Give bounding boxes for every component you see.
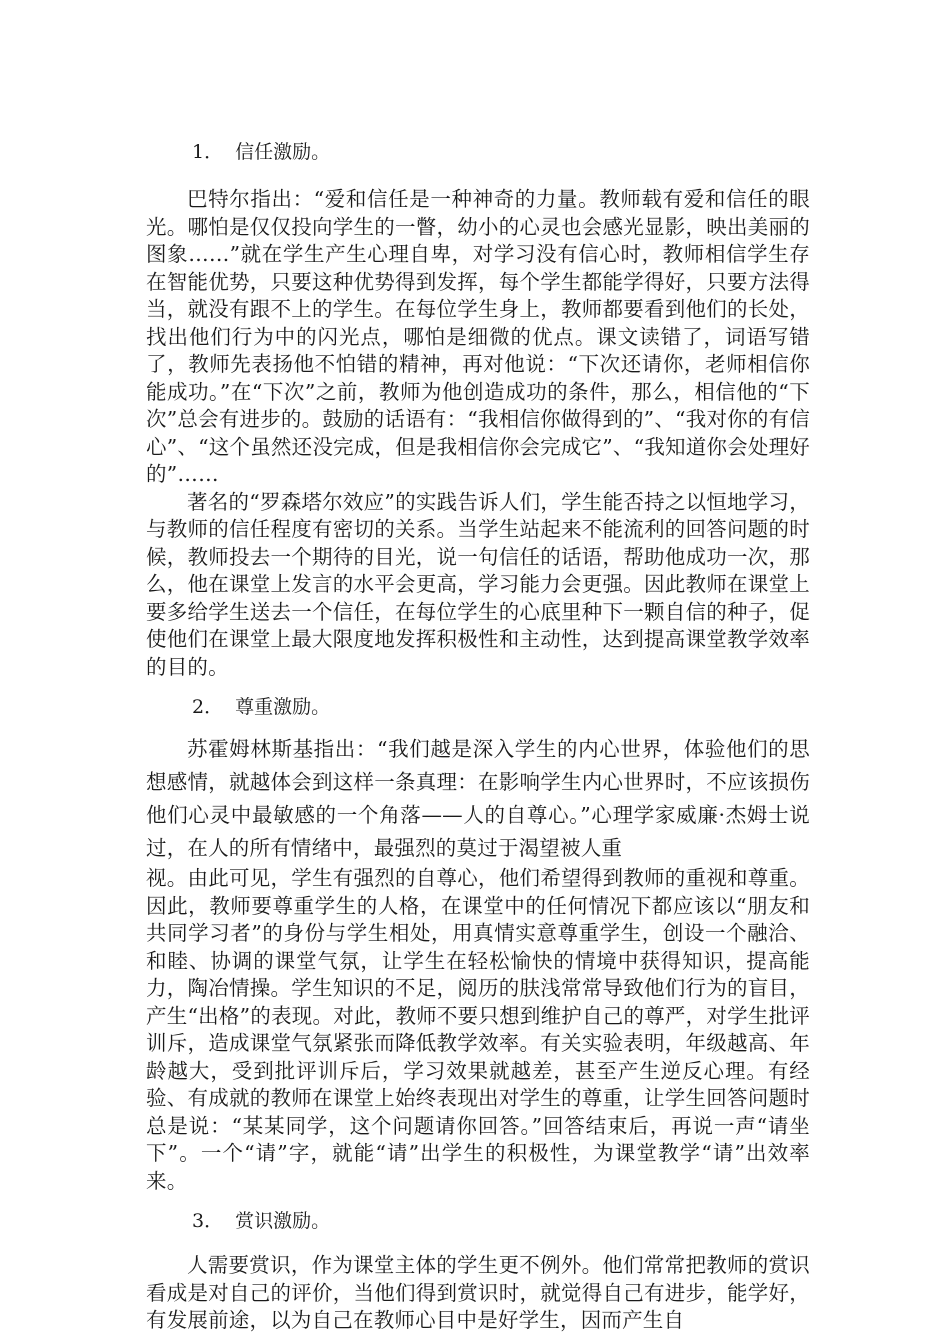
paragraph-trust-2: 著名的“罗森塔尔效应”的实践告诉人们，学生能否持之以恒地学习，与教师的信任程度有密切的关系。当学生站起来不能流利的回答问题的时候，教师投去一个期待的目光，说一句信任的话语，帮助他成功一次，那么，他在课堂上发言的水平会更高，学习能力会更强。因此教师在课堂上要多给学生送去一个信任，在每位学生的心底里种下一颗自信的种子，促使他们在课堂上最大限度地发挥积极性和主动性，达到提高课堂教学效率的目的。	[146, 489, 810, 679]
paragraph-respect-1: 苏霍姆林斯基指出：“我们越是深入学生的内心世界，体验他们的思想感情，就越体会到这样一条真理：在影响学生内心世界时，不应该损伤他们心灵中最敏感的一个角落——人的自尊心。”心理学家威廉·杰姆士说过，在人的所有情绪中，最强烈的莫过于渴望被人重	[146, 737, 810, 860]
section-heading-appreciation: 3． 赏识激励。	[192, 1210, 331, 1232]
section-heading-trust: 1． 信任激励。	[192, 141, 331, 163]
paragraph-respect-2: 视。由此可见，学生有强烈的自尊心，他们希望得到教师的重视和尊重。因此，教师要尊重学生的人格，在课堂中的任何情况下都应该以“朋友和共同学习者”的身份与学生相处，用真情实意尊重学生，创设一个融洽、和睦、协调的课堂气氛，让学生在轻松愉快的情境中获得知识，提高能力，陶冶情操。学生知识的不足，阅历的肤浅常常导致他们行为的盲目，产生“出格”的表现。对此，教师不要只想到维护自己的尊严，对学生批评训斥，造成课堂气氛紧张而降低教学效率。有关实验表明，年级越高、年龄越大，受到批评训斥后，学习效果就越差，甚至产生逆反心理。有经验、有成就的教师在课堂上始终表现出对学生的尊重，让学生回答问题时总是说：“某某同学，这个问题请你回答。”回答结束后，再说一声“请坐下”。一个“请”字，就能“请”出学生的积极性，为课堂教学“请”出效率来。	[146, 866, 810, 1193]
document-body	[146, 138, 810, 1335]
paragraph-trust-1: 巴特尔指出：“爱和信任是一种神奇的力量。教师载有爱和信任的眼光。哪怕是仅仅投向学生的一瞥，幼小的心灵也会感光显影，映出美丽的图象……”就在学生产生心理自卑，对学习没有信心时，教师相信学生存在智能优势，只要这种优势得到发挥，每个学生都能学得好，只要方法得当，就没有跟不上的学生。在每位学生身上，教师都要看到他们的长处，找出他们行为中的闪光点，哪怕是细微的优点。课文读错了，词语写错了，教师先表扬他不怕错的精神，再对他说：“下次还请你，老师相信你能成功。”在“下次”之前，教师为他创造成功的条件，那么，相信他的“下次”总会有进步的。鼓励的话语有：“我相信你做得到的”、“我对你的有信心”、“这个虽然还没完成，但是我相信你会完成它”、“我知道你会处理好的”……	[146, 187, 810, 486]
section-heading-respect: 2． 尊重激励。	[192, 696, 331, 718]
paragraph-appreciation-1: 人需要赏识，作为课堂主体的学生更不例外。他们常常把教师的赏识看成是对自己的评价，当他们得到赏识时，就觉得自己有进步，能学好，有发展前途，以为自己在教师心目中是好学生，因而产生自	[146, 1253, 810, 1332]
